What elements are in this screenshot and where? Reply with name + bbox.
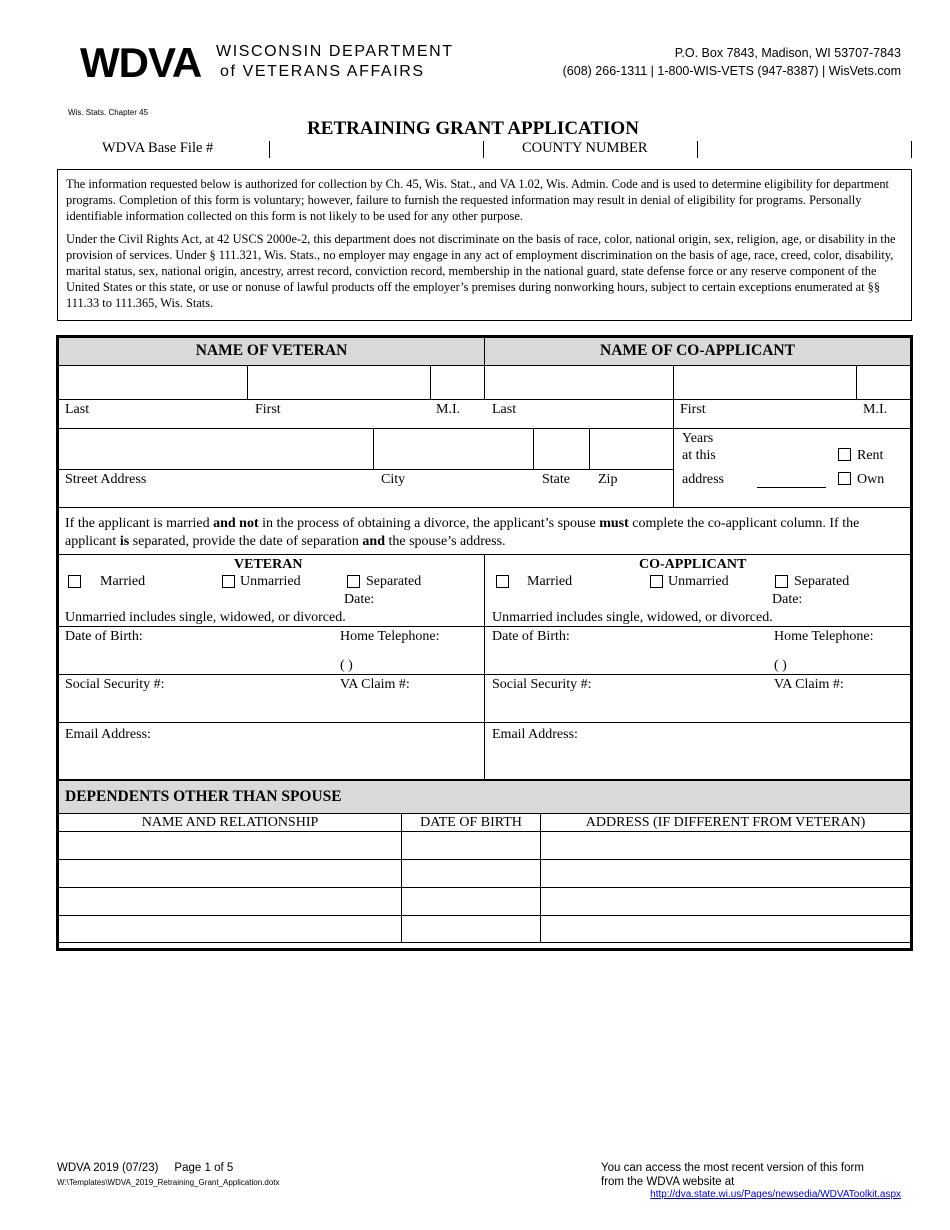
base-file-label: WDVA Base File # — [102, 140, 214, 156]
veteran-phone-label: Home Telephone: — [340, 629, 440, 644]
coapplicant-first-label: First — [680, 402, 706, 417]
county-number-label: COUNTY NUMBER — [522, 140, 648, 156]
dependent-row-4-name[interactable] — [59, 916, 401, 942]
access-line-1: You can access the most recent version of this form — [601, 1162, 864, 1174]
street-address-label: Street Address — [65, 472, 147, 487]
coapplicant-separated-checkbox[interactable] — [775, 575, 788, 588]
notice-paragraph-1: The information requested below is authorized for collection by Ch. 45, Wis. Stat., and VA 1.02, Wis. Admin. Code and is used to determine eligibility for department programs. Completion of this form is voluntary; however, failure to furnish the requested information may result in denial of eligibility for programs. Personally identifiable information collected on this form is not likely to be used for any other purpose. — [66, 177, 889, 223]
veteran-last-label: Last — [65, 402, 90, 417]
years-at-address-input[interactable] — [757, 470, 826, 487]
logo-department-name — [216, 42, 454, 82]
coapplicant-first-name-input[interactable] — [674, 366, 856, 399]
logo-line-1: WISCONSIN DEPARTMENT — [216, 43, 454, 60]
coapplicant-email-label: Email Address: — [492, 727, 578, 742]
notice-paragraph-2: Under the Civil Rights Act, at 42 USCS 2000e-2, this department does not discriminate on the basis of race, color, national origin, sex, religion, age, or disability in the provision of services. Under § 111.321, Wis. Stats., no employer may engage in any act of employment discrimination on the basis of age, race, creed, color, disability, marital status, sex, national origin, ancestry, arrest record, conviction record, membership in the national guard, state defense force or any reserve component of the United States or this state, or use or nonuse of lawful products off the employer’s premises during nonworking hours, subject to certain exceptions enumerated at §§ 111.33 to 111.365, Wis. Stats. — [66, 232, 896, 310]
dependent-row-1-name[interactable] — [59, 832, 401, 859]
veteran-email-label: Email Address: — [65, 727, 151, 742]
veteran-separation-date-label: Date: — [344, 592, 375, 607]
dependents-col-address: ADDRESS (IF DIFFERENT FROM VETERAN) — [585, 815, 866, 830]
coapplicant-married-label: Married — [527, 574, 573, 589]
veteran-ssn-label: Social Security #: — [65, 677, 165, 692]
veteran-name-header: NAME OF VETERAN — [195, 342, 348, 359]
dependent-row-3-name[interactable] — [59, 888, 401, 915]
base-file-input[interactable] — [272, 140, 482, 158]
header-contact — [563, 44, 901, 80]
coapplicant-status-header: CO-APPLICANT — [639, 557, 747, 572]
veteran-dob-label: Date of Birth: — [65, 629, 143, 644]
own-label: Own — [857, 472, 885, 487]
coapplicant-separation-date-label: Date: — [772, 592, 803, 607]
coapplicant-dob-label: Date of Birth: — [492, 629, 570, 644]
dependent-row-2-name[interactable] — [59, 860, 401, 887]
veteran-first-name-input[interactable] — [248, 366, 430, 399]
coapplicant-last-name-input[interactable] — [485, 366, 673, 399]
coapplicant-ssn-label: Social Security #: — [492, 677, 592, 692]
veteran-married-checkbox[interactable] — [68, 575, 81, 588]
coapplicant-last-label: Last — [492, 402, 517, 417]
veteran-last-name-input[interactable] — [59, 366, 247, 399]
street-address-input[interactable] — [59, 429, 373, 469]
header-address: P.O. Box 7843, Madison, WI 53707-7843 — [674, 46, 901, 60]
coapplicant-married-checkbox[interactable] — [496, 575, 509, 588]
veteran-unmarried-note: Unmarried includes single, widowed, or divorced. — [65, 610, 346, 625]
veteran-first-label: First — [255, 402, 281, 417]
page-number: Page 1 of 5 — [174, 1162, 234, 1174]
header-phone: (608) 266-1311 | 1-800-WIS-VETS (947-8387) | WisVets.com — [562, 64, 901, 78]
veteran-unmarried-label: Unmarried — [240, 574, 301, 589]
own-checkbox[interactable] — [838, 472, 851, 485]
veteran-va-claim-label: VA Claim #: — [340, 677, 410, 692]
marital-instructions: If the applicant is married and not in the process of obtaining a divorce, the applicant’s spouse must complete the co-applicant column. If the applicant is separated, provide the date of separation and the spouse’s address. — [65, 516, 860, 549]
privacy-notice — [57, 169, 912, 321]
veteran-phone-input[interactable]: ( ) — [340, 658, 353, 673]
rent-label: Rent — [857, 448, 884, 463]
coapplicant-phone-label: Home Telephone: — [774, 629, 874, 644]
state-input[interactable] — [534, 429, 589, 469]
years-at-address-label-1: Years — [682, 431, 714, 446]
coapplicant-unmarried-label: Unmarried — [668, 574, 729, 589]
veteran-married-label: Married — [100, 574, 146, 589]
zip-input[interactable] — [590, 429, 673, 469]
city-input[interactable] — [374, 429, 533, 469]
applicant-form — [56, 335, 913, 951]
coapplicant-unmarried-note: Unmarried includes single, widowed, or divorced. — [492, 610, 773, 625]
access-line-2: from the WDVA website at — [601, 1176, 735, 1188]
veteran-mi-label: M.I. — [436, 402, 461, 417]
years-at-address-label-2: at this — [682, 448, 716, 463]
logo-line-2: of VETERANS AFFAIRS — [220, 63, 425, 80]
veteran-mi-input[interactable] — [431, 366, 484, 399]
zip-label: Zip — [598, 472, 618, 487]
coapplicant-phone-input[interactable]: ( ) — [774, 658, 787, 673]
coapplicant-name-header: NAME OF CO-APPLICANT — [600, 342, 795, 359]
rent-checkbox[interactable] — [838, 448, 851, 461]
coapplicant-mi-input[interactable] — [857, 366, 910, 399]
state-label: State — [542, 472, 570, 487]
veteran-separated-label: Separated — [366, 574, 422, 589]
coapplicant-unmarried-checkbox[interactable] — [650, 575, 663, 588]
coapplicant-va-claim-label: VA Claim #: — [774, 677, 844, 692]
wdva-logo: WDVA — [80, 39, 202, 86]
footer-access-note — [601, 1161, 864, 1189]
dependents-header: DEPENDENTS OTHER THAN SPOUSE — [65, 788, 342, 805]
veteran-status-header: VETERAN — [234, 557, 303, 572]
dependents-col-dob: DATE OF BIRTH — [420, 815, 522, 830]
city-label: City — [381, 472, 406, 487]
veteran-unmarried-checkbox[interactable] — [222, 575, 235, 588]
coapplicant-mi-label: M.I. — [863, 402, 888, 417]
form-id: WDVA 2019 (07/23) — [57, 1162, 159, 1174]
statute-note: Wis. Stats. Chapter 45 — [68, 108, 149, 117]
veteran-separated-checkbox[interactable] — [347, 575, 360, 588]
footer-form-id — [57, 1161, 233, 1175]
years-at-address-label-3: address — [682, 472, 724, 487]
template-path: W:\Templates\WDVA_2019_Retraining_Grant_Application.dotx — [57, 1178, 280, 1187]
dependents-col-name: NAME AND RELATIONSHIP — [141, 815, 319, 830]
wdva-toolkit-link[interactable]: http://dva.state.wi.us/Pages/newsedia/WDVAToolkit.aspx — [650, 1189, 901, 1200]
county-number-input[interactable] — [700, 140, 910, 158]
coapplicant-separated-label: Separated — [794, 574, 850, 589]
form-title: RETRAINING GRANT APPLICATION — [307, 118, 639, 139]
